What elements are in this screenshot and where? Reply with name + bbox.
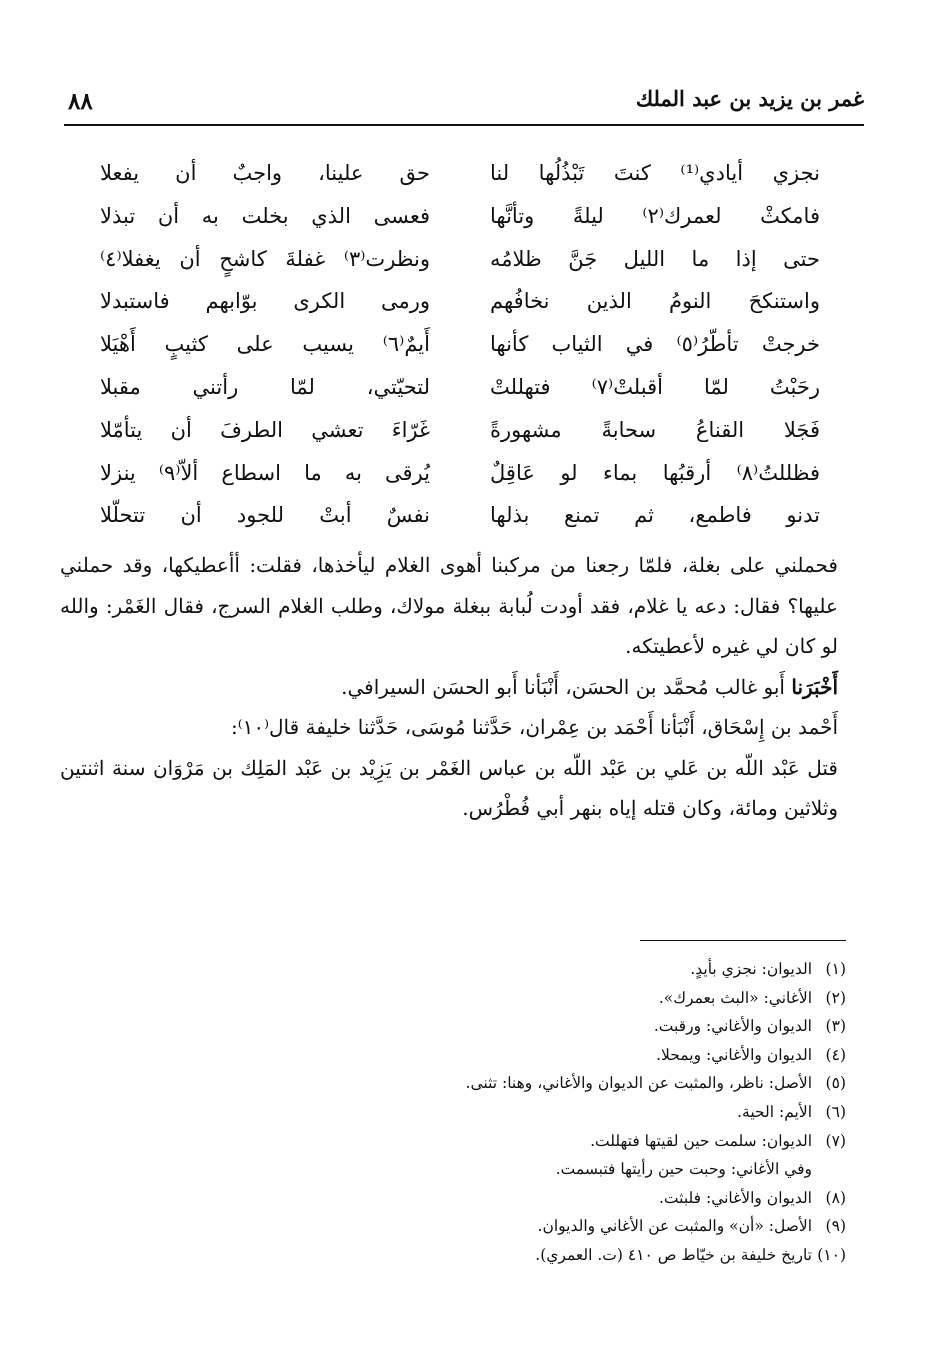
footnote-continuation <box>80 1155 846 1184</box>
footnote-number: (٦) <box>825 1102 846 1121</box>
footnote-text: الأصل: «أن» والمثبت عن الأغاني والديوان. <box>537 1217 812 1236</box>
page-header <box>64 84 864 126</box>
verse <box>100 242 820 285</box>
footnote-text: الديوان والأغاني: فلبثت. <box>659 1188 812 1207</box>
footnote <box>80 1184 846 1213</box>
verse-first-hemistich: نجزي أيادي⁽¹⁾ كنتَ تَبْذُلُها لنا <box>490 161 820 185</box>
verse-first-hemistich: فظللتُ⁽٨⁾ أرقبُها بماء لو عَاقِلٌ <box>490 460 820 485</box>
page-number: ٨٨ <box>68 88 93 115</box>
verse <box>100 327 820 370</box>
footnote-text: الديوان والأغاني: ورقبت. <box>653 1017 812 1036</box>
verse-second-hemistich: غَرّاءَ تعشي الطرفَ أن يتأمّلا <box>100 417 430 442</box>
verse <box>100 370 820 413</box>
verse-first-hemistich: تدنو فاطمع، ثم تمنع بذلها <box>490 503 820 528</box>
footnote <box>80 1212 846 1241</box>
verse-first-hemistich: رحَبْتُ لمّا أقبلتْ⁽٧⁾ فتهللتْ <box>490 374 820 399</box>
verse-first-hemistich: فامكثْ لعمرك⁽٢⁾ ليلةً وتأنَّها <box>490 203 820 228</box>
footnote <box>80 1041 846 1070</box>
verse-second-hemistich: حق علينا، واجبٌ أن يفعلا <box>100 161 430 185</box>
isnad-paragraph <box>60 667 866 708</box>
footnote-text: وفي الأغاني: وحبت حين رأيتها فتبسمت. <box>555 1160 812 1179</box>
footnote-number: (٧) <box>825 1131 846 1150</box>
verse-second-hemistich: يُرقى به ما اسطاع ألاّ⁽٩⁾ ينزلا <box>100 460 431 485</box>
running-title: غمر بن يزيد بن عبد الملك <box>635 86 864 111</box>
footnote-number: (٢) <box>825 988 846 1007</box>
footnote-number: (٥) <box>825 1074 846 1093</box>
footnote <box>80 955 846 984</box>
footnote-text: تاريخ خليفة بن خيّاط ص ٤١٠ (ت. العمري). <box>535 1245 812 1264</box>
verse-first-hemistich: فَجَلا القناعُ سحابةً مشهورةً <box>490 417 820 442</box>
verse-second-hemistich: ونظرت⁽٣⁾ غفلةَ كاشحٍ أن يغفلا⁽٤⁾ <box>100 246 430 271</box>
verse <box>100 199 820 242</box>
footnote <box>80 1069 846 1098</box>
isnad-lead-word: أَخْبَرَنا <box>791 674 838 699</box>
footnote-text: الديوان: نجزي بأيدٍ. <box>690 960 812 978</box>
footnote-text: الديوان والأغاني: ويمحلا. <box>656 1045 812 1064</box>
paragraph: أَحْمد بن إِسْحَاق، أَنْبَأنا أَحْمَد بن عِمْران، حَدَّثنا مُوسَى، حَدَّثنا خليفة قال⁽١٠⁾: <box>230 715 838 739</box>
footnote <box>80 1127 846 1156</box>
verse-second-hemistich: أَيمٌ⁽٦⁾ يسيب على كثيبٍ أَهْيَلا <box>100 332 430 357</box>
verse-first-hemistich: حتى إذا ما الليل جَنَّ ظلامُه <box>490 246 820 271</box>
footnote <box>80 1098 846 1127</box>
footnote-divider <box>640 940 846 941</box>
footnote-text: الأغاني: «البث بعمرك». <box>658 988 812 1007</box>
footnote-number: (١٠) <box>817 1245 846 1264</box>
verse-second-hemistich: فعسى الذي بخلت به أن تبذلا <box>100 203 430 228</box>
verse <box>100 413 820 456</box>
paragraph: فحملني على بغلة، فلمّا رجعنا من مركبنا أهوى الغلام ليأخذها، فقلت: أأعطيكها، وقد حملني عليها؟ فقال: دعه يا غلام، فقد أودت لُبابة ببغلة مولاك، وطلب الغلام السرج، فقال الغَمْر: والله لو كان لي غيره لأعطيتكه. <box>60 553 838 658</box>
verse-second-hemistich: لتحيّتي، لمّا رأتني مقبلا <box>100 374 430 399</box>
verse-second-hemistich: نفسٌ أبتْ للجود أن تتحلّلا <box>100 503 430 528</box>
verse-first-hemistich: واستنكحَ النومُ الذين نخافُهم <box>490 289 820 314</box>
poem <box>100 156 820 541</box>
footnote-number: (٤) <box>825 1045 846 1064</box>
prose-body <box>60 545 866 829</box>
footnote-text: الأصل: ناظر، والمثبت عن الديوان والأغاني، وهنا: تثنى. <box>465 1074 812 1093</box>
isnad-text: أَبو غالب مُحمَّد بن الحسَن، أَنْبَأنا أَبو الحسَن السيرافي. <box>341 674 785 699</box>
verse <box>100 284 820 327</box>
footnote-number: (٣) <box>825 1017 846 1036</box>
footnote <box>80 984 846 1013</box>
verse-first-hemistich: خرجتْ تأطّرُ⁽٥⁾ في الثياب كأنها <box>490 332 820 357</box>
verse <box>100 456 820 499</box>
verse <box>100 156 820 199</box>
paragraph: قتل عَبْد اللّه بن عَلي بن عَبْد اللّه بن عباس الغَمْر بن يَزِيْد بن عَبْد المَلِك بن مَرْوَان سنة اثنتين وثلاثين ومائة، وكان قتله إياه بنهر أبي فُطْرُس. <box>60 755 838 820</box>
footnote <box>80 1012 846 1041</box>
footnote-text: الديوان: سلمت حين لقيتها فتهللت. <box>590 1131 812 1150</box>
verse <box>100 498 820 541</box>
footnote-number: (١) <box>825 960 846 978</box>
verse-second-hemistich: ورمى الكرى بوّابهم فاستبدلا <box>100 289 430 314</box>
footnote-text: الأيم: الحية. <box>737 1102 812 1121</box>
footnote-number: (٩) <box>825 1217 846 1236</box>
footnotes <box>80 955 846 1270</box>
footnote <box>80 1241 846 1270</box>
footnote-number: (٨) <box>825 1188 846 1207</box>
